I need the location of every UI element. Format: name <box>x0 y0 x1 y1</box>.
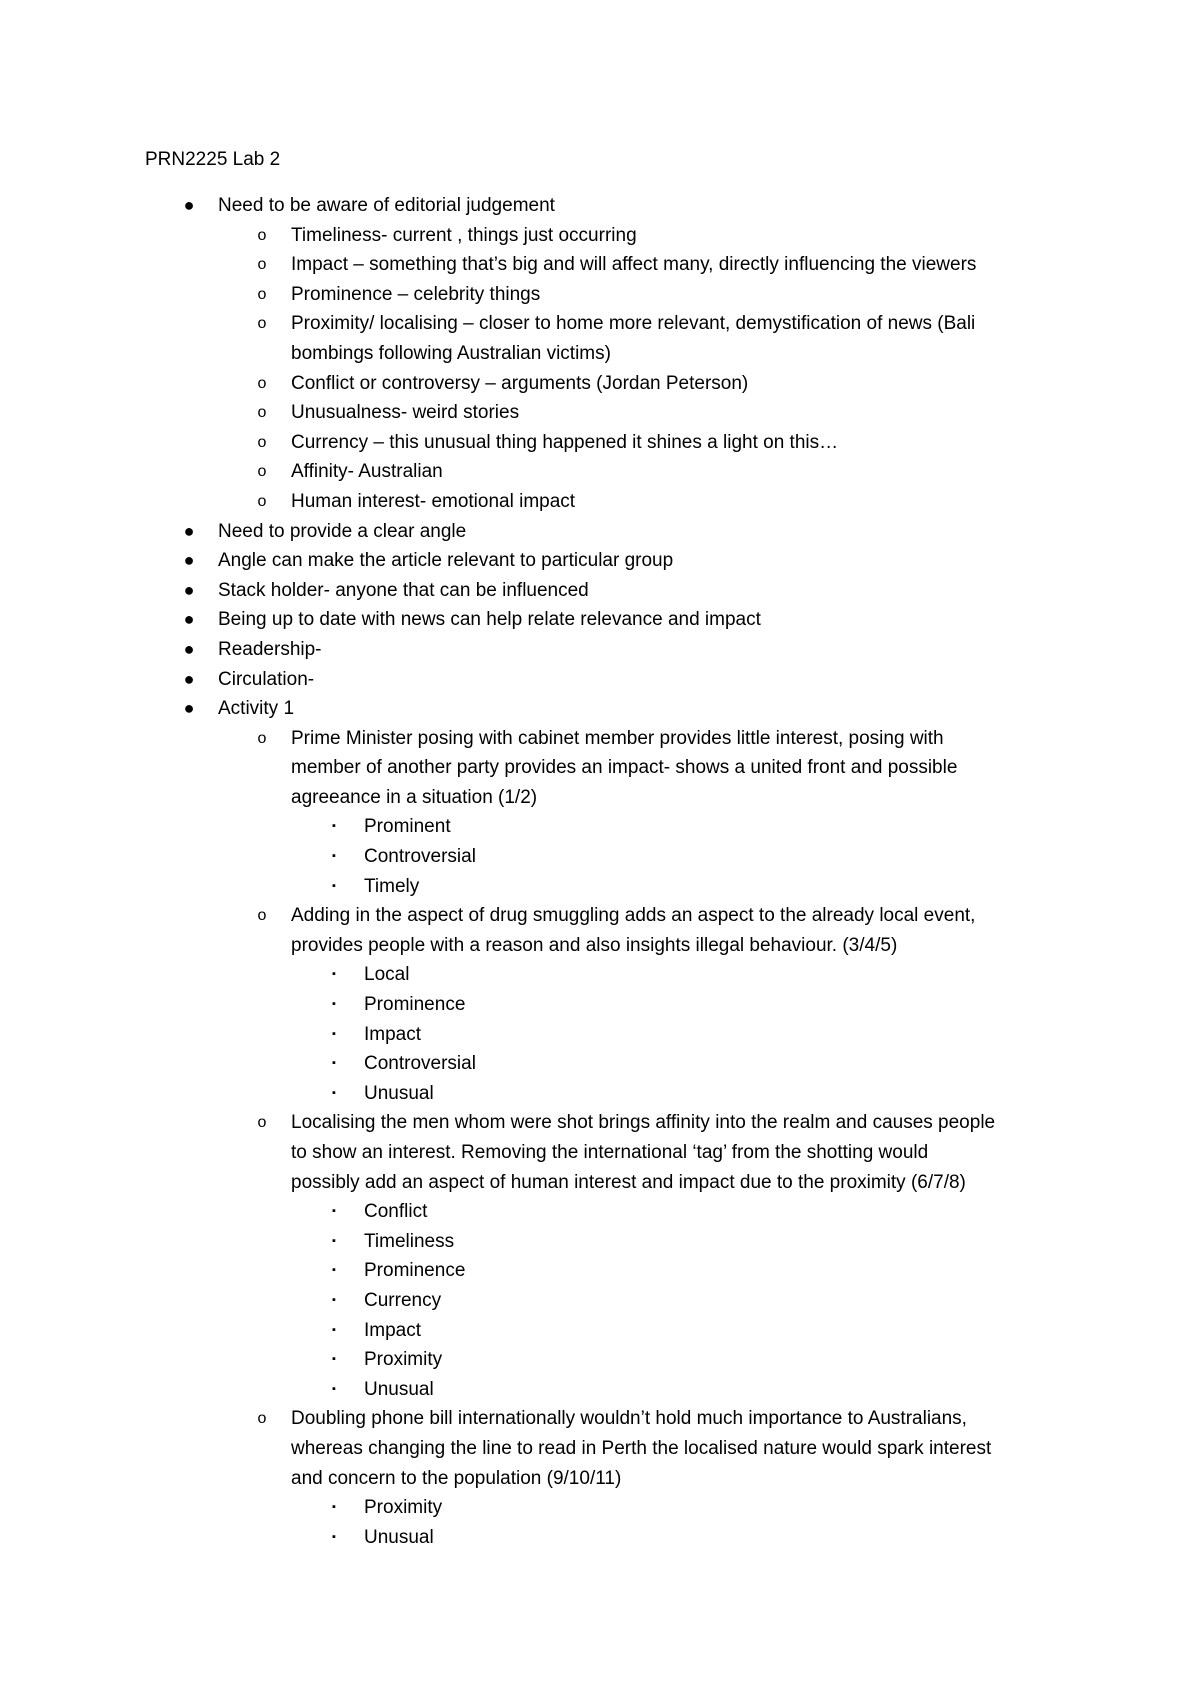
list-item <box>0 1049 1200 1079</box>
circle-marker: o <box>257 404 267 422</box>
list-item-text: Localising the men whom were shot brings affinity into the realm and causes people <box>291 1112 996 1134</box>
list-item <box>0 191 1200 221</box>
list-item-text: Currency – this unusual thing happened it shines a light on this… <box>291 431 839 453</box>
list-item-text: Unusual <box>364 1378 434 1400</box>
list-item-text: Unusual <box>364 1526 434 1548</box>
square-marker: ▪ <box>332 1501 336 1514</box>
list-item <box>0 1108 1200 1138</box>
list-item-text: Angle can make the article relevant to particular group <box>218 550 674 572</box>
square-marker: ▪ <box>332 1264 336 1277</box>
circle-marker: o <box>257 433 267 451</box>
list-item-text: Being up to date with news can help relate relevance and impact <box>218 609 761 631</box>
circle-marker: o <box>257 492 267 510</box>
list-item-text: Controversial <box>364 1053 476 1075</box>
square-marker: ▪ <box>332 1382 336 1395</box>
list-item <box>0 1138 1200 1168</box>
list-item-text: Controversial <box>364 846 476 868</box>
list-item-text: Currency <box>364 1289 442 1311</box>
circle-marker: o <box>257 463 267 481</box>
list-item <box>0 1404 1200 1434</box>
circle-marker: o <box>257 1410 267 1428</box>
list-item <box>0 1197 1200 1227</box>
list-item <box>0 1434 1200 1464</box>
list-item-text: Conflict <box>364 1201 428 1223</box>
circle-marker: o <box>257 285 267 303</box>
list-item-text: member of another party provides an impact- shows a united front and possible <box>291 757 958 779</box>
list-item <box>0 901 1200 931</box>
list-item-text: Adding in the aspect of drug smuggling adds an aspect to the already local event, <box>291 905 976 927</box>
list-item <box>0 1523 1200 1553</box>
list-item <box>0 1493 1200 1523</box>
list-item-text: Human interest- emotional impact <box>291 490 576 512</box>
list-item <box>0 1168 1200 1198</box>
list-item <box>0 517 1200 547</box>
circle-marker: o <box>257 256 267 274</box>
list-item <box>0 428 1200 458</box>
list-item <box>0 1345 1200 1375</box>
page-title: PRN2225 Lab 2 <box>145 149 281 170</box>
list-item <box>0 221 1200 251</box>
bullet-marker: ● <box>183 638 195 659</box>
square-marker: ▪ <box>332 1234 336 1247</box>
list-item <box>0 872 1200 902</box>
list-item-text: Stack holder- anyone that can be influenced <box>218 579 589 601</box>
list-item <box>0 1375 1200 1405</box>
bullet-marker: ● <box>183 579 195 600</box>
list-item <box>0 280 1200 310</box>
list-item-text: Prime Minister posing with cabinet member provides little interest, posing with <box>291 727 944 749</box>
list-item <box>0 1316 1200 1346</box>
list-item <box>0 369 1200 399</box>
list-item-text: Timeliness <box>364 1230 455 1252</box>
list-item-text: Impact <box>364 1319 422 1341</box>
square-marker: ▪ <box>332 1027 336 1040</box>
circle-marker: o <box>257 374 267 392</box>
list-item <box>0 250 1200 280</box>
bullet-marker: ● <box>183 195 195 215</box>
square-marker: ▪ <box>332 820 336 833</box>
list-item-text: provides people with a reason and also insights illegal behaviour. (3/4/5) <box>291 934 898 956</box>
list-item-text: Conflict or controversy – arguments (Jordan Peterson) <box>291 372 749 394</box>
list-item-text: whereas changing the line to read in Perth the localised nature would spark interest <box>291 1437 992 1459</box>
list-item <box>0 783 1200 813</box>
list-item-text: Impact – something that’s big and will affect many, directly influencing the viewers <box>291 254 977 276</box>
circle-marker: o <box>257 729 267 747</box>
list-item <box>0 546 1200 576</box>
list-item-text: and concern to the population (9/10/11) <box>291 1467 622 1489</box>
square-marker: ▪ <box>332 1205 336 1218</box>
bullet-marker: ● <box>183 550 195 571</box>
bullet-marker: ● <box>183 609 195 630</box>
list-item <box>0 931 1200 961</box>
list-item <box>0 753 1200 783</box>
circle-marker: o <box>257 907 267 925</box>
list-item <box>0 960 1200 990</box>
list-item <box>0 812 1200 842</box>
bullet-marker: ● <box>183 668 195 689</box>
square-marker: ▪ <box>332 968 336 981</box>
square-marker: ▪ <box>332 1353 336 1366</box>
circle-marker: o <box>257 226 267 244</box>
list-item-text: Timeliness- current , things just occurring <box>291 224 637 246</box>
square-marker: ▪ <box>332 998 336 1011</box>
list-item-text: Timely <box>364 875 420 897</box>
list-item <box>0 694 1200 724</box>
list-item <box>0 842 1200 872</box>
list-item <box>0 487 1200 517</box>
list-item-text: Prominent <box>364 816 451 838</box>
list-item-text: bombings following Australian victims) <box>291 342 611 364</box>
list-item <box>0 1256 1200 1286</box>
square-marker: ▪ <box>332 1086 336 1099</box>
list-item-text: Prominence <box>364 994 466 1016</box>
bullet-marker: ● <box>183 520 195 541</box>
list-item <box>0 1227 1200 1257</box>
list-item-text: Unusual <box>364 1082 434 1104</box>
list-item <box>0 605 1200 635</box>
circle-marker: o <box>257 315 267 333</box>
list-item <box>0 990 1200 1020</box>
list-item <box>0 339 1200 369</box>
list-item-text: Need to be aware of editorial judgement <box>218 195 555 216</box>
list-item <box>0 1464 1200 1494</box>
list-item-text: Prominence <box>364 1260 466 1282</box>
list-item <box>0 1286 1200 1316</box>
bullet-marker: ● <box>183 698 195 719</box>
list-item-text: possibly add an aspect of human interest and impact due to the proximity (6/7/8) <box>291 1171 966 1193</box>
square-marker: ▪ <box>332 1057 336 1070</box>
square-marker: ▪ <box>332 1530 336 1543</box>
list-item-text: Proximity <box>364 1349 443 1371</box>
square-marker: ▪ <box>332 1293 336 1306</box>
list-item <box>0 1079 1200 1109</box>
list-item-text: Circulation- <box>218 668 315 690</box>
list-item-text: Need to provide a clear angle <box>218 520 467 542</box>
list-item <box>0 398 1200 428</box>
list-item <box>0 457 1200 487</box>
square-marker: ▪ <box>332 879 336 892</box>
list-item <box>0 635 1200 665</box>
list-item-text: Proximity <box>364 1497 443 1519</box>
list-item-text: Unusualness- weird stories <box>291 402 520 424</box>
list-item <box>0 724 1200 754</box>
list-item-text: Prominence – celebrity things <box>291 283 541 305</box>
list-item-text: Activity 1 <box>218 698 295 720</box>
list-item-text: Readership- <box>218 638 322 660</box>
list-item-text: Local <box>364 964 410 986</box>
list-item-text: Impact <box>364 1023 422 1045</box>
list-item-text: Proximity/ localising – closer to home more relevant, demystification of news (Bali <box>291 313 976 335</box>
circle-marker: o <box>257 1114 267 1132</box>
notes-list <box>0 191 1200 1552</box>
list-item-text: to show an interest. Removing the international ‘tag’ from the shotting would <box>291 1142 929 1163</box>
square-marker: ▪ <box>332 1323 336 1336</box>
list-item-text: agreeance in a situation (1/2) <box>291 786 538 808</box>
list-item-text: Affinity- Australian <box>291 461 443 483</box>
list-item <box>0 309 1200 339</box>
list-item-text: Doubling phone bill internationally wouldn’t hold much importance to Australians, <box>291 1408 967 1430</box>
square-marker: ▪ <box>332 850 336 863</box>
list-item <box>0 576 1200 606</box>
list-item <box>0 665 1200 695</box>
list-item <box>0 1020 1200 1050</box>
